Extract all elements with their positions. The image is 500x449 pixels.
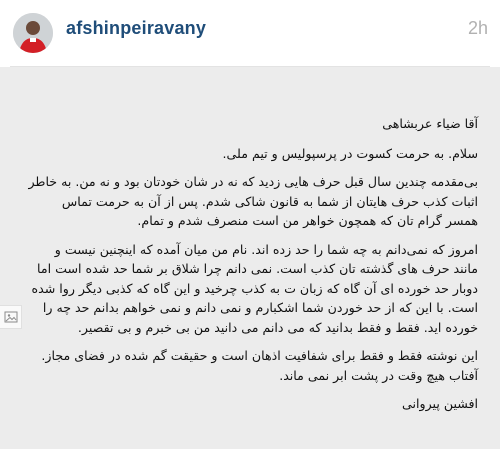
broken-image-icon <box>4 310 18 324</box>
post-paragraph: امروز که نمی‌دانم به چه شما را حد زده اند. نام من میان آمده که اینچنین نیست و مانند حرف های گذشته تان کذب است. نمی دانم چرا شلاق بر شما حد شده است اما دوبار حد خورده ای آن گاه که زبان ت به کذب چرخید و این گاه که کذبی دیگر روا شده است. با این که از حد خوردن شما اشکبارم و نمی دانم و نمی خواهم بدانم حد چه را خورده اید. فقط و فقط بدانید که می دانم می دانید من بی خبرم و بی تقصیر. <box>31 241 478 335</box>
post-image[interactable] <box>0 67 500 449</box>
post-paragraph: این نوشته فقط و فقط برای شفافیت اذهان است و حقیقت گم شده در فضای مجاز. آفتاب هیچ وقت در پشت ابر نمی ماند. <box>41 348 478 383</box>
post-header <box>0 0 500 66</box>
username-link[interactable]: afshinpeiravany <box>66 18 207 38</box>
avatar[interactable] <box>13 13 53 53</box>
post-paragraph: سلام. به حرمت کسوت در پرسپولیس و تیم ملی. <box>222 145 478 161</box>
profile-photo-icon <box>13 13 53 53</box>
image-placeholder-icon[interactable] <box>0 305 22 329</box>
post-text <box>28 114 478 423</box>
post-paragraph: بی‌مقدمه چندین سال قبل حرف هایی زدید که نه در شان خودتان بود و نه من. به خاطر اثبات کذب حرف هایتان از شما به قانون شاکی شدم. پس از آن به حرمت تماس همسر گرام تان که همچون خواهر من است منصرف شدم و تمام. <box>28 174 478 228</box>
post-greeting: آقا ضیاء عربشاهی <box>382 116 478 131</box>
post-timestamp: 2h <box>467 18 488 38</box>
post-signature: افشین پیروانی <box>402 396 478 411</box>
